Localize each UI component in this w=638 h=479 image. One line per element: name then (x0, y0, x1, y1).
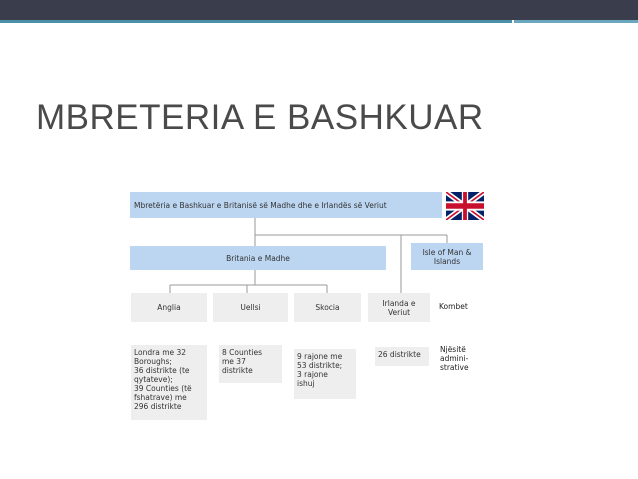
nation-box-anglia (131, 293, 207, 322)
nation-label: Anglia (157, 303, 181, 312)
label-kombet: Kombet (439, 302, 468, 311)
root-box (130, 192, 442, 218)
nation-box-irlanda (368, 293, 430, 322)
division-box-irlanda: 26 distrikte (375, 347, 429, 366)
isle-of-man-label: Isle of Man & Islands (422, 247, 472, 266)
nation-label: Irlanda e Veriut (382, 298, 416, 317)
britain-label: Britania e Madhe (226, 253, 290, 263)
division-box-anglia: Londra me 32 Boroughs; 36 distrikte (te qytateve); 39 Counties (të fshatrave) me 296 distrikte (131, 345, 207, 420)
division-box-uellsi: 8 Counties me 37 distrikte (219, 345, 282, 383)
britain-box (130, 246, 386, 270)
union-jack-flag-icon (446, 192, 484, 220)
division-box-skocia: 9 rajone me 53 distrikte; 3 rajone ishuj (294, 349, 356, 399)
isle-of-man-box (411, 243, 483, 270)
root-label: Mbretëria e Bashkuar e Britanisë së Madhe dhe e Irlandës së Veriut (134, 200, 387, 210)
slide-title: MBRETERIA E BASHKUAR (36, 98, 484, 137)
nation-box-uellsi (213, 293, 288, 322)
nation-label: Skocia (315, 303, 340, 312)
nation-box-skocia (294, 293, 361, 322)
nation-label: Uellsi (240, 303, 261, 312)
label-administrative-units: Njësitë admini- strative (440, 345, 469, 372)
